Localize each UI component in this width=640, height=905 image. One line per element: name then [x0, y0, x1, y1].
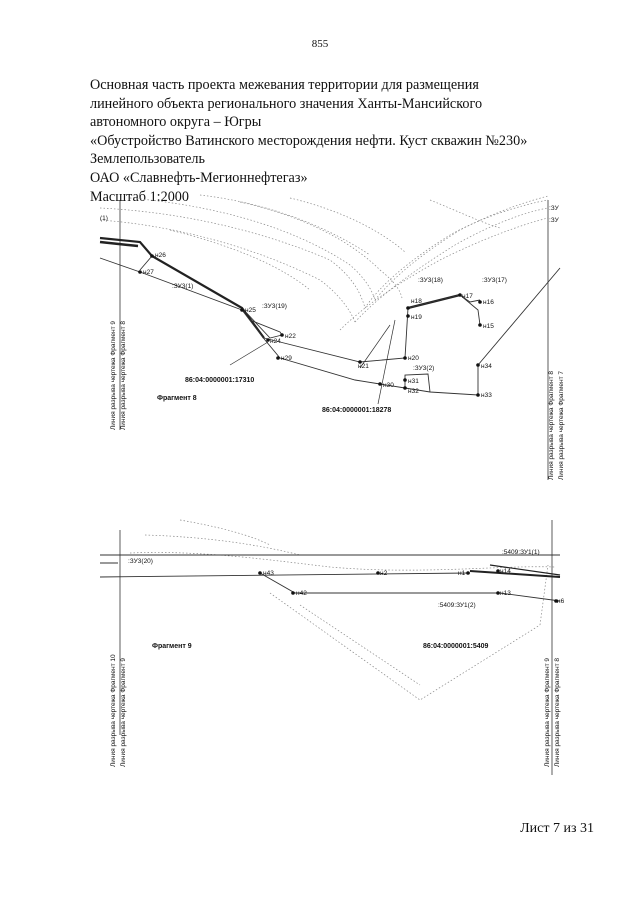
point-label-n14: н14 — [500, 568, 511, 575]
zu-label-zu3-20: :ЗУ3(20) — [128, 558, 153, 565]
break-label-left-b: Линия разрыва чертежа Фрагмент 8 — [120, 321, 127, 430]
point-label-n18: н18 — [411, 298, 422, 305]
leader-1 — [230, 342, 268, 365]
header-line-7: Масштаб 1:2000 — [90, 188, 189, 205]
corner-label-1: (1) — [100, 215, 108, 222]
break-label-right-a: Линия разрыва чертежа Фрагмент 8 — [548, 371, 555, 480]
point-label-n22: н22 — [285, 333, 296, 340]
map-fragment-9 — [0, 505, 640, 790]
point-label-n32: н32 — [408, 388, 419, 395]
header-line-4: «Обустройство Ватинского месторождения нефти. Куст скважин №230» — [90, 132, 528, 149]
fragment-9-title: Фрагмент 9 — [152, 643, 192, 650]
boundary-thick-2 — [100, 242, 138, 246]
parcel-outlines — [100, 555, 560, 601]
point-markers — [138, 254, 482, 397]
zu-label-5409-zu1-1: :5409:ЗУ1(1) — [502, 549, 540, 556]
cadastral-18278: 86:04:0000001:18278 — [322, 407, 392, 414]
leader-3 — [360, 325, 390, 368]
point-label-n15: н15 — [483, 323, 494, 330]
point-label-n30: н30 — [383, 382, 394, 389]
point-label-n2: н2 — [380, 570, 388, 577]
page-number: 855 — [311, 38, 329, 50]
break-label-right-b: Линия разрыва чертежа Фрагмент 7 — [558, 371, 565, 480]
boundary-thick-1 — [470, 571, 560, 577]
zu-label-zu3-18: :ЗУ3(18) — [418, 277, 443, 284]
break-label-left-a: Линия разрыва чертежа Фрагмент 9 — [110, 321, 117, 430]
point-label-n16: н16 — [483, 299, 494, 306]
break-label-right-a: Линия разрыва чертежа Фрагмент 9 — [544, 658, 551, 767]
point-label-n13: н13 — [500, 590, 511, 597]
point-label-n42: н42 — [296, 590, 307, 597]
header-line-5: Землепользователь — [90, 151, 205, 168]
map-fragment-8 — [0, 190, 640, 490]
point-label-n27: н27 — [143, 269, 154, 276]
zu-label-zu3-17: :ЗУ3(17) — [482, 277, 507, 284]
zu-label-5409-zu1-2: :5409:ЗУ1(2) — [438, 602, 476, 609]
point-label-n17: н17 — [462, 293, 473, 300]
point-label-n20: н20 — [408, 355, 419, 362]
point-label-n6: н6 — [557, 598, 565, 605]
corner-label-2: :ЗУ — [549, 205, 559, 212]
cadastral-17310: 86:04:0000001:17310 — [185, 377, 255, 384]
fragment-8-title: Фрагмент 8 — [157, 395, 197, 402]
point-label-n33: н33 — [481, 392, 492, 399]
corner-label-3: :ЗУ — [549, 217, 559, 224]
header-line-1: Основная часть проекта межевания территории для размещения — [90, 77, 479, 93]
zu-label-zu3-19: :ЗУ3(19) — [262, 303, 287, 310]
header-line-2: линейного объекта регионального значения Ханты-Мансийского — [90, 95, 483, 112]
map-fragment-9-drawing — [0, 505, 640, 790]
point-label-n1: н1 — [458, 570, 466, 577]
leader-2 — [378, 320, 395, 404]
point-label-n43: н43 — [263, 570, 274, 577]
contour-lines — [100, 195, 548, 330]
header-line-3: автономного округа – Югры — [90, 114, 262, 131]
point-label-n21: н21 — [358, 363, 369, 370]
point-label-n19: н19 — [411, 314, 422, 321]
document-header — [90, 76, 590, 206]
point-label-n34: н34 — [481, 363, 492, 370]
break-label-left-a: Линия разрыва чертежа Фрагмент 10 — [110, 654, 117, 767]
point-label-n26: н26 — [155, 252, 166, 259]
break-label-right-b: Линия разрыва чертежа Фрагмент 8 — [554, 658, 561, 767]
cadastral-5409: 86:04:0000001:5409 — [423, 643, 489, 650]
point-label-n29: н29 — [281, 355, 292, 362]
background-dotted — [130, 520, 555, 700]
map-fragment-8-drawing — [0, 190, 640, 490]
sheet-number: Лист 7 из 31 — [520, 821, 594, 836]
zu-label-zu3-1: :ЗУ3(1) — [172, 283, 194, 290]
header-line-6: ОАО «Славнефть-Мегионнефтегаз» — [90, 169, 308, 186]
point-label-n31: н31 — [408, 378, 419, 385]
zu-label-zu3-2: :ЗУ3(2) — [413, 365, 435, 372]
point-label-n24: н24 — [270, 338, 281, 345]
break-label-left-b: Линия разрыва чертежа Фрагмент 9 — [120, 658, 127, 767]
point-label-n25: н25 — [245, 307, 256, 314]
